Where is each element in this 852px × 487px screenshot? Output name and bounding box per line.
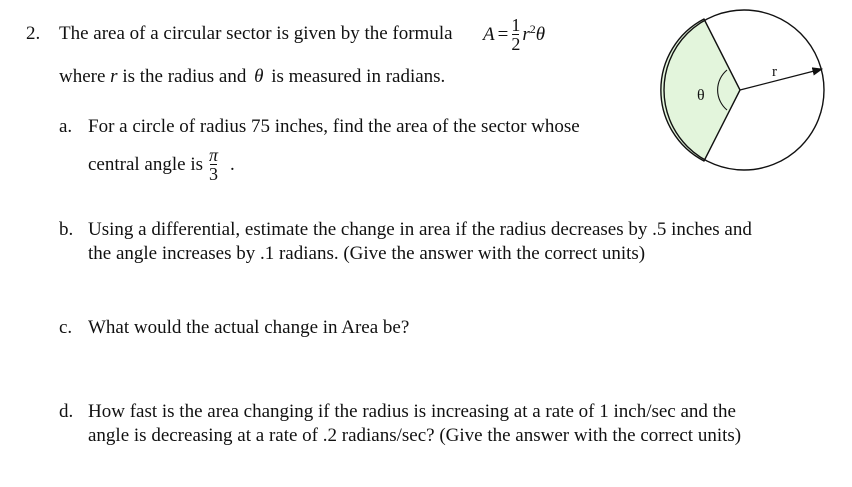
part-d-line1: How fast is the area changing if the radius is increasing at a rate of 1 inch/sec and the bbox=[88, 401, 736, 422]
formula-equals: = bbox=[497, 24, 509, 45]
formula-frac-num: 1 bbox=[511, 14, 521, 35]
part-a-line2 bbox=[88, 140, 235, 190]
angle-frac-num: π bbox=[209, 144, 219, 165]
part-a-line1: For a circle of radius 75 inches, find the area of the sector whose bbox=[88, 116, 580, 137]
part-b-line1: Using a differential, estimate the change in area if the radius decreases by .5 inches and bbox=[88, 219, 752, 240]
part-d-label: d. bbox=[59, 401, 74, 422]
formula-r: r bbox=[522, 24, 530, 45]
definition-r: r bbox=[110, 66, 118, 87]
part-c-line1: What would the actual change in Area be? bbox=[88, 317, 410, 338]
radius-arrow bbox=[740, 69, 822, 90]
formula-theta: θ bbox=[535, 24, 546, 45]
part-a-angle-prefix: central angle is bbox=[88, 154, 204, 175]
angle-fraction bbox=[209, 144, 219, 184]
definition-end: is measured in radians. bbox=[271, 66, 446, 87]
part-c-label: c. bbox=[59, 317, 73, 338]
definition-middle: is the radius and bbox=[122, 66, 247, 87]
area-formula bbox=[483, 12, 545, 58]
part-a-label: a. bbox=[59, 116, 73, 137]
formula-fraction bbox=[511, 14, 521, 54]
radius-label: r bbox=[772, 64, 777, 80]
definition-theta: θ bbox=[254, 66, 264, 87]
formula-exponent: 2 bbox=[529, 21, 536, 36]
formula-lhs: A bbox=[483, 24, 495, 45]
angle-frac-den: 3 bbox=[209, 163, 219, 184]
problem-intro-text: The area of a circular sector is given by the formula bbox=[59, 23, 453, 44]
theta-label: θ bbox=[697, 87, 705, 104]
part-a-angle-suffix: . bbox=[230, 154, 235, 175]
formula-frac-den: 2 bbox=[511, 33, 521, 54]
part-d-line2: angle is decreasing at a rate of .2 radians/sec? (Give the answer with the correct units) bbox=[88, 425, 742, 446]
problem-definition-line bbox=[59, 66, 445, 88]
sector-diagram bbox=[654, 8, 834, 188]
problem-number: 2. bbox=[26, 23, 41, 44]
part-b-label: b. bbox=[59, 219, 74, 240]
part-b-line2: the angle increases by .1 radians. (Give the answer with the correct units) bbox=[88, 243, 646, 264]
where-word: where bbox=[59, 66, 106, 87]
